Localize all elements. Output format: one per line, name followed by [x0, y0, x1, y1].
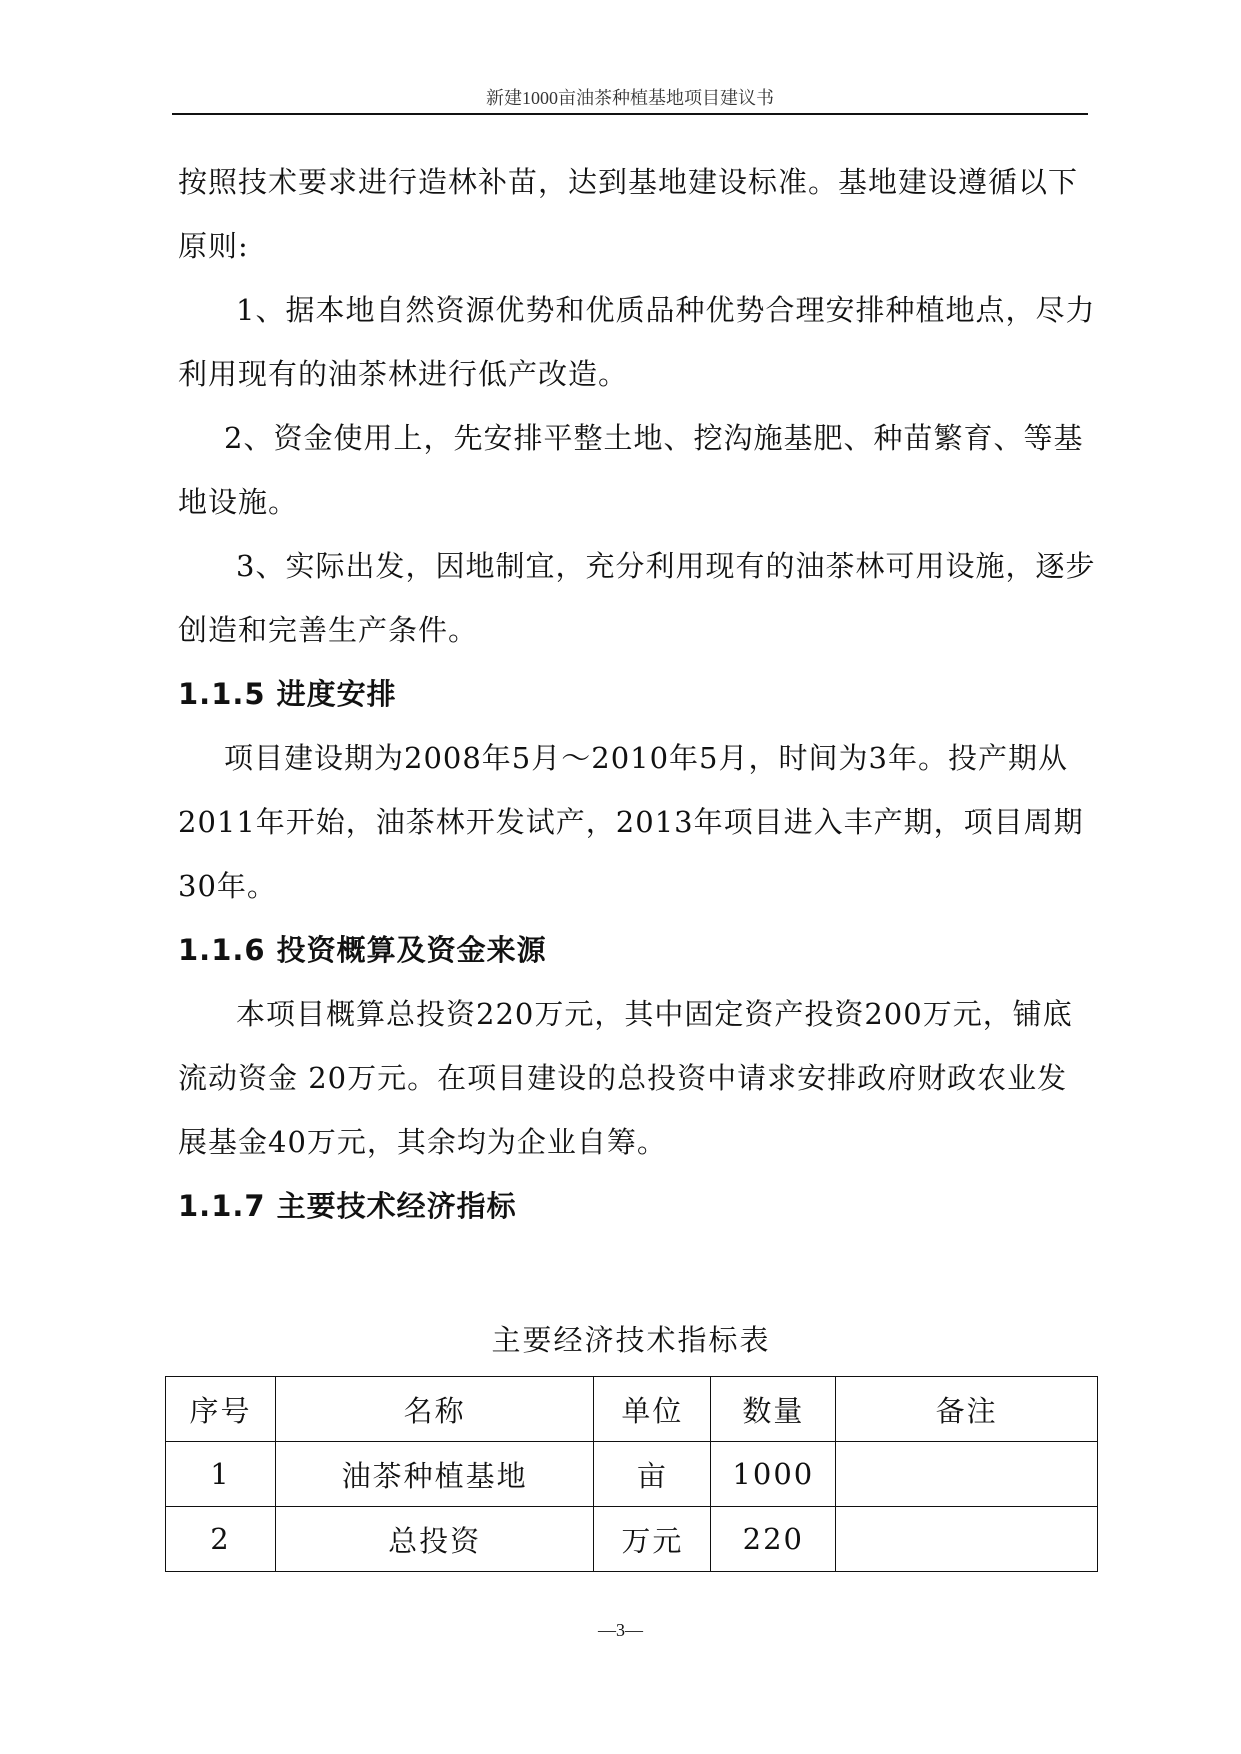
table-cell: 万元 [594, 1507, 711, 1572]
heading-indicators: 1.1.7 主要技术经济指标 [178, 1189, 517, 1223]
heading-schedule: 1.1.5 进度安排 [178, 677, 397, 711]
paragraph-principle-1: 1、据本地自然资源优势和优质品种优势合理安排种植地点，尽力利用现有的油茶林进行低产改造。 [178, 293, 1096, 391]
header-cell-unit: 单位 [594, 1377, 711, 1442]
page-number: —3— [598, 1620, 643, 1640]
indicators-table [165, 1376, 1098, 1572]
table-cell [836, 1442, 1098, 1507]
table-cell: 油茶种植基地 [275, 1442, 594, 1507]
table-cell: 总投资 [275, 1507, 594, 1572]
header-cell-name: 名称 [275, 1377, 594, 1442]
header-cell-remarks: 备注 [836, 1377, 1098, 1442]
table-row [166, 1442, 1098, 1507]
heading-investment: 1.1.6 投资概算及资金来源 [178, 933, 547, 967]
table-title: 主要经济技术指标表 [491, 1323, 771, 1357]
table-cell: 1000 [711, 1442, 836, 1507]
header-cell-index: 序号 [166, 1377, 276, 1442]
table-row [166, 1507, 1098, 1572]
table-cell: 亩 [594, 1442, 711, 1507]
table-cell: 220 [711, 1507, 836, 1572]
table-cell: 1 [166, 1442, 276, 1507]
running-header: 新建1000亩油茶种植基地项目建议书 [486, 88, 774, 108]
table-cell: 2 [166, 1507, 276, 1572]
paragraph-principles-intro: 按照技术要求进行造林补苗，达到基地建设标准。基地建设遵循以下原则: [178, 165, 1079, 263]
table-header-row [166, 1377, 1098, 1442]
paragraph-principle-2: 2、资金使用上，先安排平整土地、挖沟施基肥、种苗繁育、等基地设施。 [178, 421, 1084, 519]
header-cell-quantity: 数量 [711, 1377, 836, 1442]
document-body [178, 150, 1096, 1238]
table-cell [836, 1507, 1098, 1572]
header-rule [172, 113, 1088, 115]
paragraph-investment: 本项目概算总投资220万元，其中固定资产投资200万元，铺底流动资金 20万元。在项目建设的总投资中请求安排政府财政农业发展基金40万元，其余均为企业自筹。 [178, 997, 1073, 1159]
paragraph-schedule: 项目建设期为2008年5月～2010年5月，时间为3年。投产期从2011年开始，油茶林开发试产，2013年项目进入丰产期，项目周期30年。 [178, 741, 1084, 903]
paragraph-principle-3: 3、实际出发，因地制宜，充分利用现有的油茶林可用设施，逐步创造和完善生产条件。 [178, 549, 1096, 647]
